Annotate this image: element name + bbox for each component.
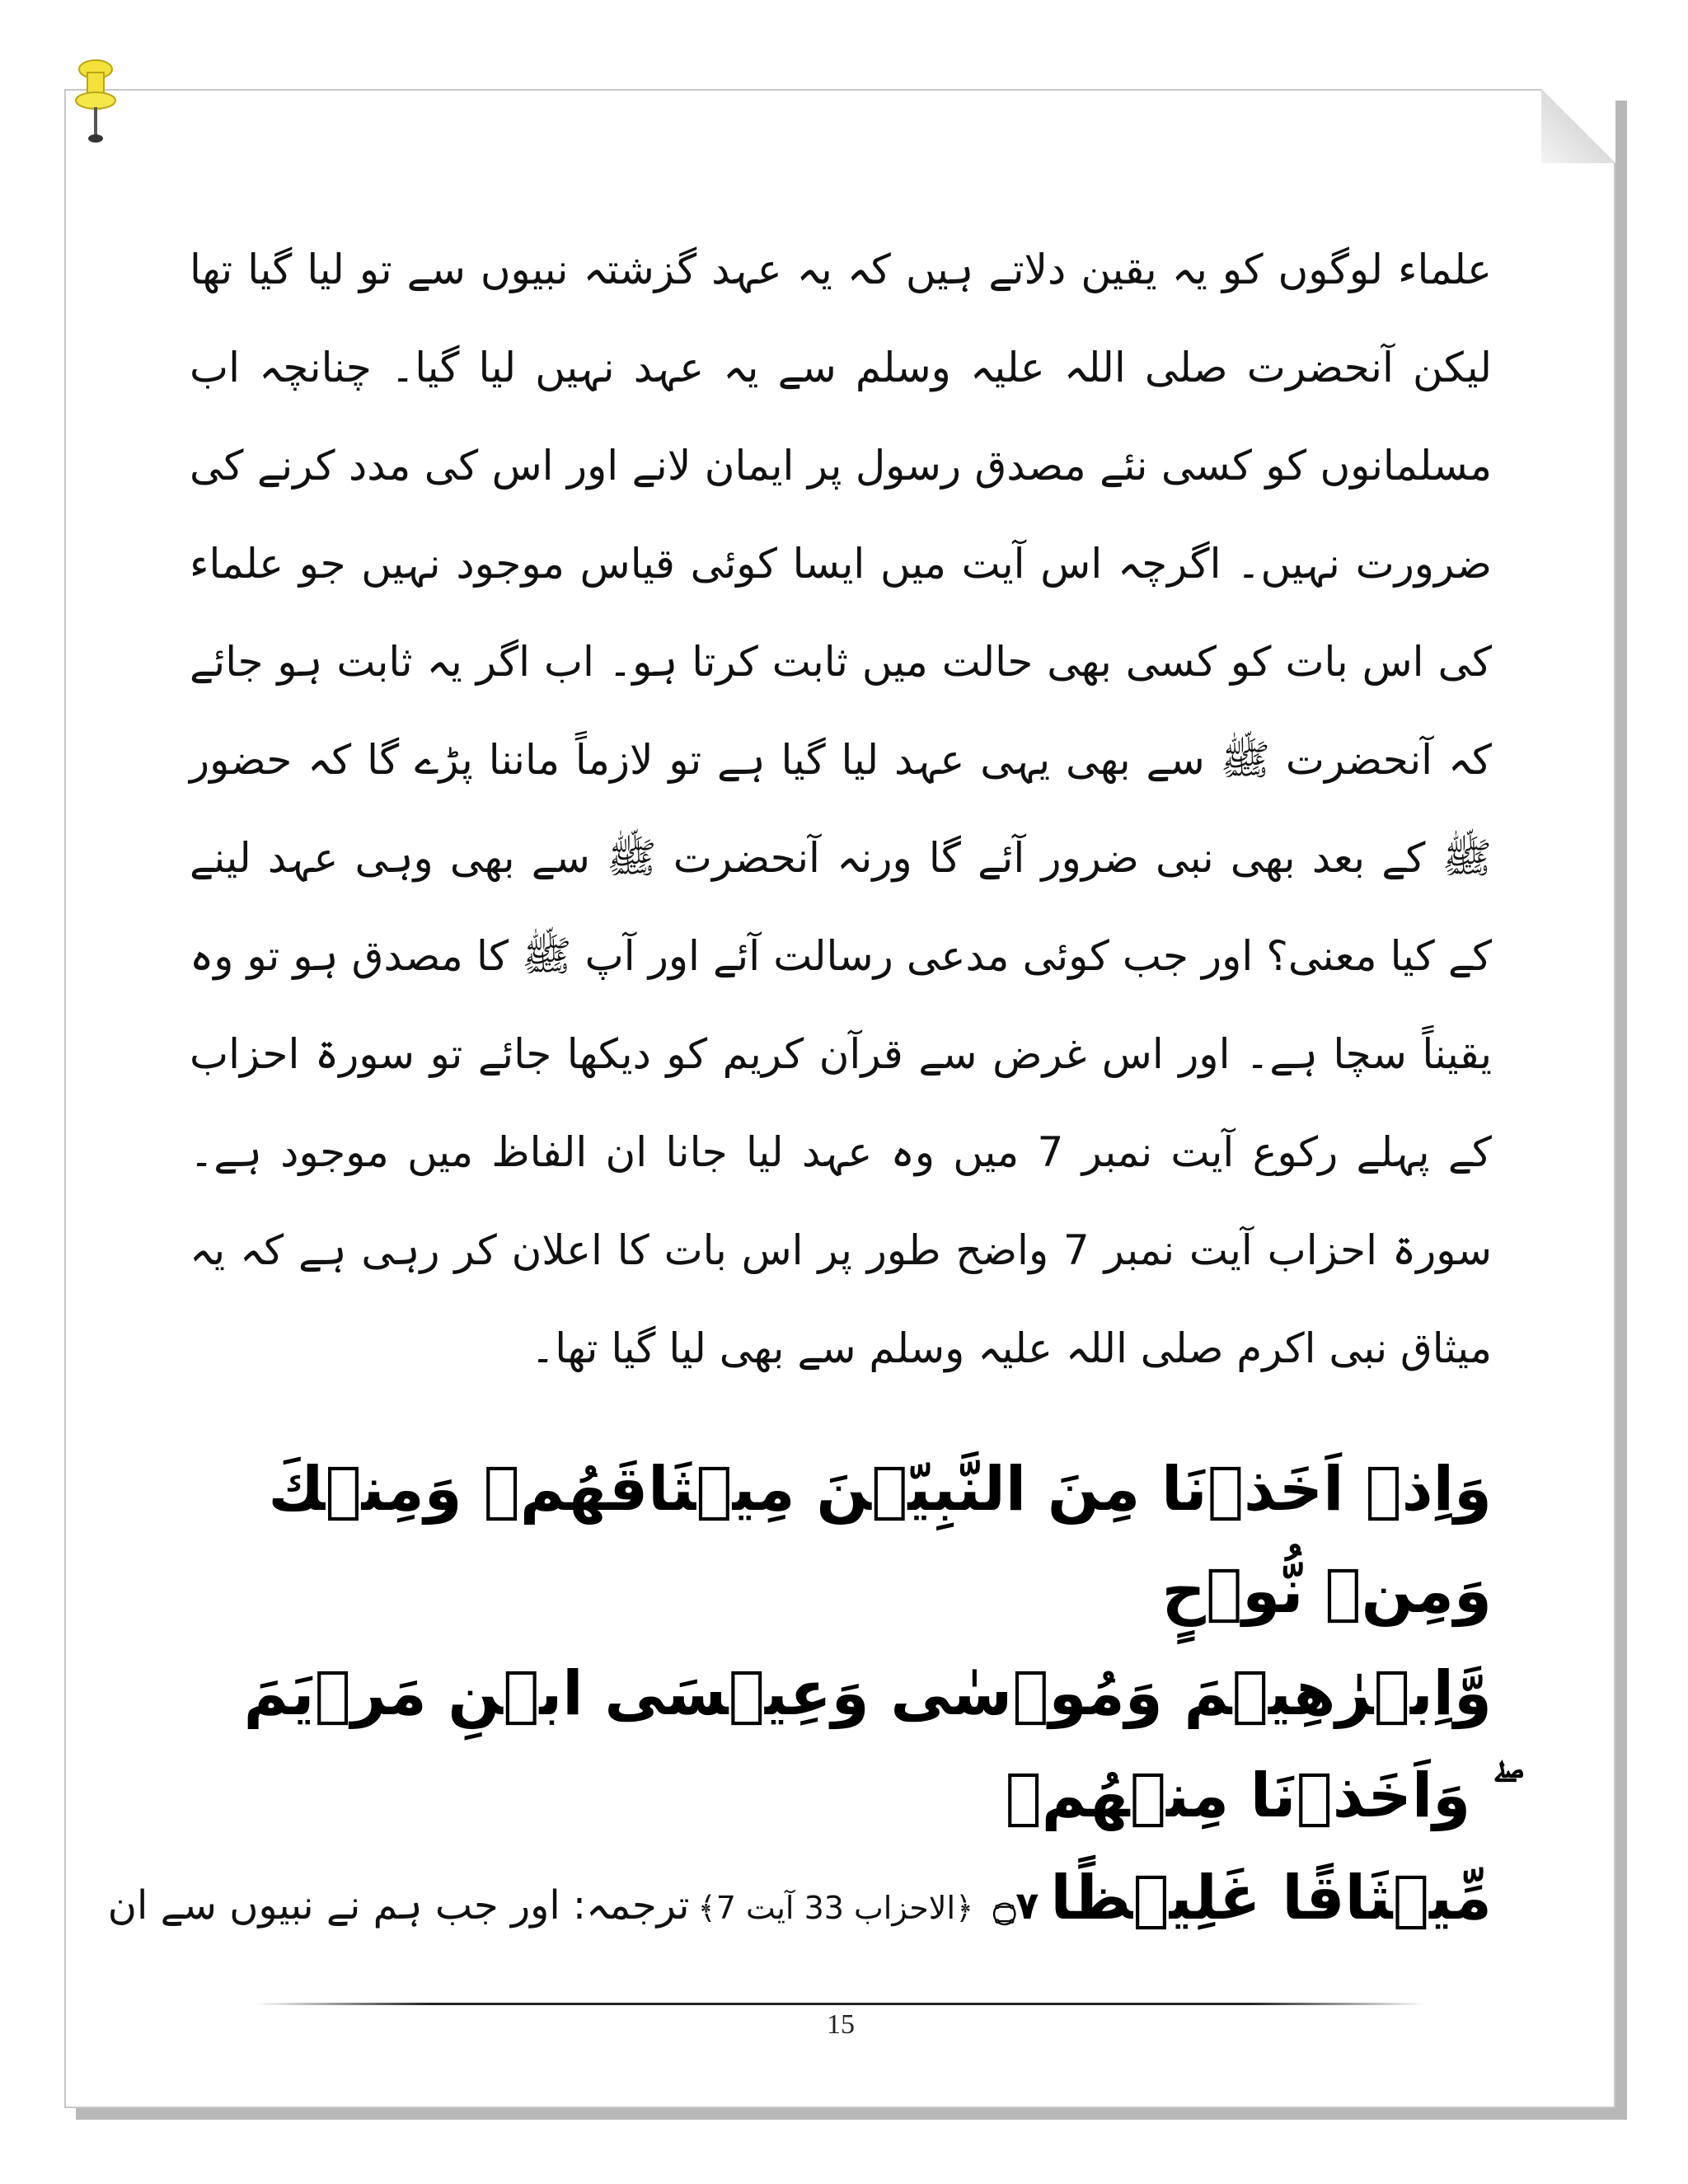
page-number: 15 xyxy=(827,2009,855,2040)
page-corner-fold xyxy=(1541,89,1615,163)
pushpin-icon xyxy=(73,58,119,148)
paragraph-text: علماء لوگوں کو یہ یقین دلاتے ہیں کہ یہ عہد گزشتہ نبیوں سے تو لیا گیا تھا لیکن آنحضرت صلی اللہ علیہ وسلم سے یہ عہد نہیں لیا گیا۔ چنانچہ اب مسلمانوں کو کسی نئے مصدق رسول پر ایمان لانے اور اس کی مدد کرنے کی ضرورت نہیں۔ اگرچہ اس آیت میں ایسا کوئی قیاس موجود نہیں جو علماء کی اس بات کو کسی بھی حالت میں ثابت کرتا ہو۔ اب اگر یہ ثابت ہو جائے کہ آنحضرت ﷺ سے بھی یہی عہد لیا گیا ہے تو لازماً ماننا پڑے گا کہ حضور ﷺ کے بعد بھی نبی ضرور آئے گا ورنہ آنحضرت ﷺ سے بھی وہی عہد لینے کے کیا معنی؟ اور جب کوئی مدعی رسالت آئے اور آپ ﷺ کا مصدق ہو تو وہ یقیناً سچا ہے۔ اور اس غرض سے قرآن کریم کو دیکھا جائے تو سورۃ احزاب کے پہلے رکوع آیت نمبر 7 میں وہ عہد لیا جانا ان الفاظ میں موجود ہے۔ سورۃ احزاب آیت نمبر 7 واضح طور پر اس بات کا اعلان کر رہی ہے کہ یہ میثاق نبی اکرم صلی اللہ علیہ وسلم سے بھی لیا گیا تھا۔ xyxy=(190,246,1492,1372)
verse-line-1: وَاِذۡ اَخَذۡنَا مِنَ النَّبِيّٖنَ مِيۡثَاقَهُمۡ وَمِنۡكَ وَمِنۡ نُّوۡحٍ xyxy=(268,1454,1492,1627)
footer-divider xyxy=(256,2003,1426,2005)
verse-line-2: وَّاِبۡرٰهِيۡمَ وَمُوۡسٰى وَعِيۡسَى ابۡنِ مَرۡيَمَ ۖ وَاَخَذۡنَا مِنۡهُمۡ xyxy=(243,1658,1492,1831)
translation-start: ترجمہ: اور جب ہم نے نبیوں سے ان xyxy=(107,1882,690,1929)
urdu-body-paragraph xyxy=(190,221,1492,1398)
ayah-end-marker: ۝٧ xyxy=(993,1883,1039,1928)
quran-verse-block xyxy=(107,1438,1492,1959)
verse-reference: ﴿الاحزاب 33 آیت 7﴾ xyxy=(697,1890,974,1926)
verse-line-3-text: مِّيۡثَاقًا غَلِيۡظًا xyxy=(1050,1863,1492,1933)
verse-line-3 xyxy=(107,1847,1492,1959)
